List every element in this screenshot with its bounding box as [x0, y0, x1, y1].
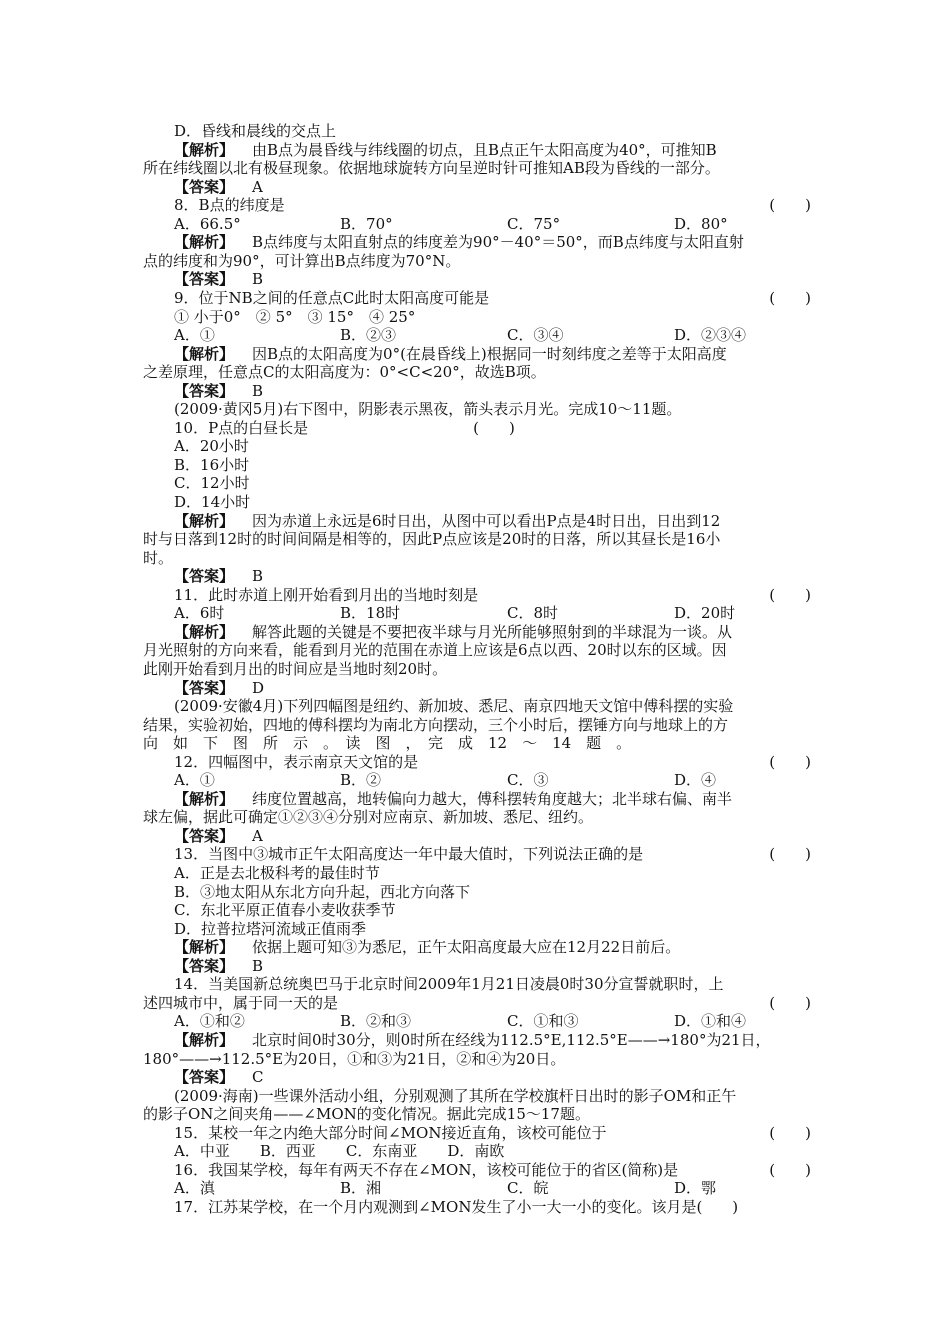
line-text: 之差原理，任意点C的太阳高度为：0°<C<20°，故选B项。: [143, 363, 546, 382]
line-text: 因B点的太阳高度为0°(在晨昏线上)根据同一时刻纬度之差等于太阳高度: [252, 344, 727, 363]
analysis-line: [174, 345, 811, 364]
text-line: [143, 808, 811, 827]
text-line: [174, 437, 811, 456]
line-text: 时。: [143, 548, 174, 567]
text-line: [174, 920, 811, 939]
analysis-line: [174, 938, 811, 957]
option-a: A．①和②: [174, 1012, 245, 1031]
option-d: D．①和④: [674, 1012, 747, 1031]
option-c: C．①和③: [507, 1012, 579, 1031]
section-tag: 【解析】: [174, 233, 235, 252]
text-line: [174, 1087, 811, 1106]
option-c: C．皖: [507, 1179, 549, 1198]
line-text: A．正是去北极科考的最佳时节: [174, 864, 380, 882]
text-line: [174, 753, 811, 772]
text-line: [174, 1124, 811, 1143]
section-tag: 【解析】: [174, 1030, 235, 1049]
line-text: B: [252, 956, 264, 975]
section-tag: 【答案】: [174, 826, 235, 845]
line-text: 述四城市中，属于同一天的是: [143, 993, 339, 1012]
line-text: A．中亚 B．西亚 C．东南亚 D．南欧: [174, 1142, 505, 1161]
answer-blank: ( ): [769, 993, 811, 1012]
section-tag: 【解析】: [174, 789, 235, 808]
line-text: C．东北平原正值春小麦收获季节: [174, 901, 396, 920]
line-text: 16．我国某学校，每年有两天不存在∠MON，该校可能位于的省区(简称)是: [174, 1160, 679, 1179]
text-line: [143, 252, 811, 271]
line-text: 所在纬线圈以北有极昼现象。依据地球旋转方向呈逆时针可推知AB段为昏线的一部分。: [143, 159, 720, 178]
line-text: D: [252, 678, 265, 697]
text-line: [143, 994, 811, 1013]
text-line: [174, 864, 811, 883]
answer-blank: ( ): [769, 1160, 811, 1179]
line-text: 11．此时赤道上刚开始看到月出的当地时刻是: [174, 585, 479, 604]
text-line: [143, 159, 811, 178]
section-tag: 【答案】: [174, 177, 235, 196]
option-a: A．66.5°: [174, 214, 241, 233]
line-text: B．16小时: [174, 455, 250, 474]
text-line: [174, 1161, 811, 1180]
answer-blank: ( ): [769, 752, 811, 771]
text-line: [174, 883, 811, 902]
text-line: [143, 1105, 811, 1124]
line-text: 结果，实验初始，四地的傅科摆均为南北方向摆动，三个小时后，摆锤方向与地球上的方: [143, 715, 729, 734]
text-line: [174, 400, 811, 419]
line-text: B: [252, 381, 264, 400]
section-tag: 【答案】: [174, 1068, 235, 1087]
line-text: A: [252, 177, 263, 196]
section-tag: 【解析】: [174, 344, 235, 363]
section-tag: 【解析】: [174, 622, 235, 641]
analysis-line: [174, 141, 811, 160]
option-d: D．④: [674, 771, 717, 790]
option-a: A．①: [174, 326, 215, 345]
option-b: B．②和③: [340, 1012, 412, 1031]
text-line: [143, 549, 811, 568]
line-text: B: [252, 567, 264, 586]
option-d: D．20时: [674, 604, 736, 623]
text-line: [143, 716, 811, 735]
line-text: 球左偏，据此可确定①②③④分别对应南京、新加坡、悉尼、纽约。: [143, 808, 594, 827]
line-text: 此刚开始看到月出的时间应是当地时刻20时。: [143, 659, 448, 678]
line-text: A．20小时: [174, 437, 249, 456]
text-line: [174, 456, 811, 475]
analysis-line: [174, 512, 811, 531]
text-line: [174, 493, 811, 512]
answer-blank: ( ): [769, 288, 811, 307]
line-text: (2009·安徽4月)下列四幅图是纽约、新加坡、悉尼、南京四地天文馆中傅科摆的实验: [174, 697, 734, 716]
option-b: B．18时: [340, 604, 401, 623]
answer-line: [174, 178, 811, 197]
option-c: C．③: [507, 771, 549, 790]
answer-line: [174, 270, 811, 289]
answer-line: [174, 679, 811, 698]
text-line: [174, 697, 811, 716]
answer-line: [174, 382, 811, 401]
option-c: C．75°: [507, 214, 561, 233]
option-d: D．80°: [674, 214, 728, 233]
option-c: C．③④: [507, 326, 564, 345]
line-text: 12．四幅图中，表示南京天文馆的是: [174, 752, 419, 771]
line-text: B．③地太阳从东北方向升起，西北方向落下: [174, 882, 471, 901]
text-line: [143, 1050, 811, 1069]
text-line: [174, 474, 811, 493]
answer-blank: ( ): [769, 845, 811, 864]
analysis-line: [174, 1031, 811, 1050]
text-line: [174, 289, 811, 308]
line-text: 月光照射的方向来看，能看到月光的范围在赤道上应该是6点以西、20时以东的区域。因: [143, 641, 727, 660]
analysis-line: [174, 623, 811, 642]
text-line: [174, 196, 811, 215]
section-tag: 【解析】: [174, 938, 235, 957]
option-b: B．70°: [340, 214, 393, 233]
line-text: (2009·海南)一些课外活动小组，分别观测了其所在学校旗杆日出时的影子OM和正午: [174, 1086, 737, 1105]
section-tag: 【答案】: [174, 678, 235, 697]
text-line: [143, 530, 811, 549]
section-tag: 【解析】: [174, 511, 235, 530]
answer-blank: ( ): [769, 1123, 811, 1142]
text-line: [174, 845, 811, 864]
line-text: 向 如 下 图 所 示 。 读 图 ， 完 成 12 ～ 14 题 。: [143, 734, 632, 753]
section-tag: 【答案】: [174, 381, 235, 400]
section-tag: 【答案】: [174, 270, 235, 289]
line-text: 10．P点的白昼长是 ( ): [174, 418, 515, 437]
option-b: B．②: [340, 771, 382, 790]
line-text: A: [252, 826, 263, 845]
option-b: B．湘: [340, 1179, 382, 1198]
line-text: C．12小时: [174, 474, 250, 493]
text-line: [174, 419, 811, 438]
text-line: [143, 734, 811, 753]
answer-blank: ( ): [769, 585, 811, 604]
line-text: 点的纬度和为90°，可计算出B点纬度为70°N。: [143, 251, 461, 270]
line-text: 15．某校一年之内绝大部分时间∠MON接近直角，该校可能位于: [174, 1123, 607, 1142]
line-text: D．昏线和晨线的交点上: [174, 122, 337, 140]
option-a: A．6时: [174, 604, 225, 623]
line-text: (2009·黄冈5月)右下图中，阴影表示黑夜，箭头表示月光。完成10～11题。: [174, 400, 682, 419]
line-text: 180°——→112.5°E为20日，①和③为21日，②和④为20日。: [143, 1049, 566, 1068]
line-text: 17．江苏某学校，在一个月内观测到∠MON发生了小一大一小的变化。该月是( ): [174, 1197, 739, 1216]
answer-blank: ( ): [769, 196, 811, 215]
answer-line: [174, 827, 811, 846]
answer-line: [174, 957, 811, 976]
text-line: [174, 1142, 811, 1161]
option-a: A．滇: [174, 1179, 215, 1198]
text-line: [174, 586, 811, 605]
text-line: [174, 975, 811, 994]
answer-line: [174, 567, 811, 586]
section-tag: 【答案】: [174, 567, 235, 586]
line-text: 解答此题的关键是不要把夜半球与月光所能够照射到的半球混为一谈。从: [252, 622, 733, 641]
line-text: 14．当美国新总统奥巴马于北京时间2009年1月21日凌晨0时30分宣誓就职时，上: [174, 975, 724, 994]
line-text: 纬度位置越高，地转偏向力越大，傅科摆转角度越大；北半球右偏、南半: [252, 789, 733, 808]
line-text: 13．当图中③城市正午太阳高度达一年中最大值时，下列说法正确的是: [174, 845, 644, 864]
option-c: C．8时: [507, 604, 559, 623]
text-line: [143, 363, 811, 382]
section-tag: 【答案】: [174, 956, 235, 975]
option-d: D．②③④: [674, 326, 747, 345]
line-text: 由B点为晨昏线与纬线圈的切点，且B点正午太阳高度为40°，可推知B: [252, 140, 717, 159]
line-text: 的影子ON之间夹角——∠MON的变化情况。据此完成15～17题。: [143, 1105, 590, 1124]
line-text: ① 小于0° ② 5° ③ 15° ④ 25°: [174, 307, 416, 326]
line-text: D．拉普拉塔河流域正值雨季: [174, 919, 367, 938]
text-line: [174, 308, 811, 327]
option-a: A．①: [174, 771, 215, 790]
text-line: [143, 641, 811, 660]
analysis-line: [174, 790, 811, 809]
text-line: [174, 122, 811, 141]
text-line: [143, 660, 811, 679]
option-b: B．②③: [340, 326, 397, 345]
section-tag: 【解析】: [174, 140, 235, 159]
line-text: 依据上题可知③为悉尼，正午太阳高度最大应在12月22日前后。: [252, 938, 681, 957]
text-line: [174, 1198, 811, 1217]
option-d: D．鄂: [674, 1179, 717, 1198]
analysis-line: [174, 233, 811, 252]
line-text: D．14小时: [174, 493, 251, 511]
line-text: 因为赤道上永远是6时日出，从图中可以看出P点是4时日出，日出到12: [252, 511, 721, 530]
line-text: C: [252, 1068, 264, 1087]
line-text: 9．位于NB之间的任意点C此时太阳高度可能是: [174, 288, 490, 307]
line-text: 8．B点的纬度是: [174, 196, 285, 215]
line-text: 北京时间0时30分，则0时所在经线为112.5°E,112.5°E——→180°为21日，: [252, 1030, 771, 1049]
line-text: B: [252, 270, 264, 289]
line-text: 时与日落到12时的时间间隔是相等的，因此P点应该是20时的日落，所以其昼长是16小: [143, 530, 721, 549]
line-text: B点纬度与太阳直射点的纬度差为90°－40°＝50°，而B点纬度与太阳直射: [252, 233, 744, 252]
answer-line: [174, 1068, 811, 1087]
text-line: [174, 901, 811, 920]
